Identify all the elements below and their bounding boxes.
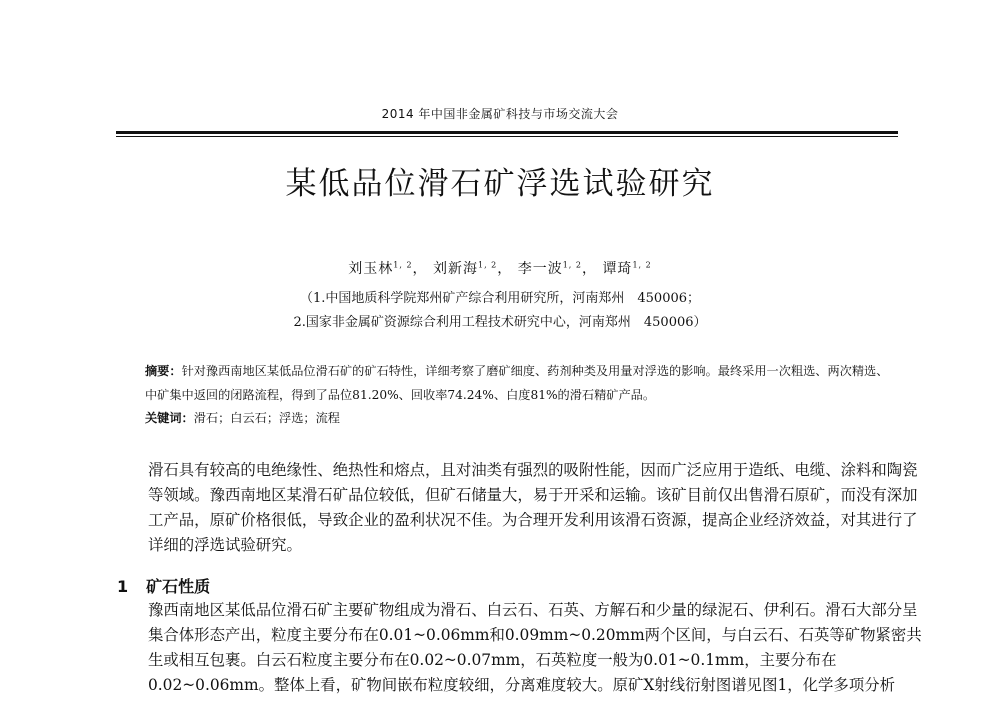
author-name: 李一波 (517, 261, 563, 277)
author-name: 刘新海 (433, 261, 478, 277)
header-rule-thin (116, 136, 898, 137)
abstract (145, 359, 895, 407)
intro-paragraph: 滑石具有较高的电绝缘性、绝热性和熔点，且对油类有强烈的吸附性能，因而广泛应用于造纸、电缆、涂料和陶瓷等领域。豫西南地区某滑石矿品位较低，但矿石储量大，易于开采和运输。该矿目前仅出售滑石原矿，而没有深加工产品，原矿价格很低，导致企业的盈利状况不佳。为合理开发利用该滑石资源，提高企业经济效益，对其进行了详细的浮选试验研究。 (148, 461, 918, 554)
author-list (0, 258, 1000, 278)
author-affiliation-mark: 1, 2 (632, 260, 652, 270)
abstract-text: 针对豫西南地区某低品位滑石矿的矿石特性，详细考察了磨矿细度、药剂种类及用量对浮选的影响。最终采用一次粗选、两次精选、中矿集中返回的闭路流程，得到了品位81.20%、回收率74.24%、白度81%的滑石精矿产品。 (145, 364, 889, 402)
author-affiliation-mark: 1, 2 (562, 260, 582, 270)
section-title: 矿石性质 (146, 577, 211, 596)
keywords (145, 409, 895, 426)
paper-title: 某低品位滑石矿浮选试验研究 (285, 166, 715, 202)
affiliation-line: 2.国家非金属矿资源综合利用工程技术研究中心，河南郑州 450006） (293, 315, 707, 330)
author-separator: ， (581, 261, 597, 277)
conference-header: 2014 年中国非金属矿科技与市场交流大会 (381, 107, 619, 121)
author-separator: ， (497, 261, 513, 277)
author-affiliation-mark: 1, 2 (393, 260, 413, 270)
header-rule-thick (116, 131, 898, 134)
author-affiliation-mark: 1, 2 (478, 260, 498, 270)
abstract-label: 摘要： (145, 364, 182, 378)
keywords-label: 关键词： (145, 411, 194, 425)
author-name: 刘玉林 (348, 261, 394, 277)
keywords-text: 滑石；白云石；浮选；流程 (193, 411, 340, 425)
section-heading (117, 574, 228, 597)
author-name: 谭琦 (602, 261, 633, 277)
section-number: 1 (117, 577, 129, 596)
section-paragraph: 豫西南地区某低品位滑石矿主要矿物组成为滑石、白云石、石英、方解石和少量的绿泥石、伊利石。滑石大部分呈集合体形态产出，粒度主要分布在0.01~0.06mm和0.09mm~0.20mm两个区间，与白云石、石英等矿物紧密共生或相互包裹。白云石粒度主要分布在0.02~0.07mm，石英粒度一般为0.01~0.1mm，主要分布在0.02~0.06mm。整体上看，矿物间嵌布粒度较细，分离难度较大。原矿X射线衍射图谱见图1，化学多项分析 (148, 601, 922, 694)
affiliation-line: （1.中国地质科学院郑州矿产综合利用研究所，河南郑州 450006； (299, 291, 701, 306)
author-separator: ， (412, 261, 428, 277)
